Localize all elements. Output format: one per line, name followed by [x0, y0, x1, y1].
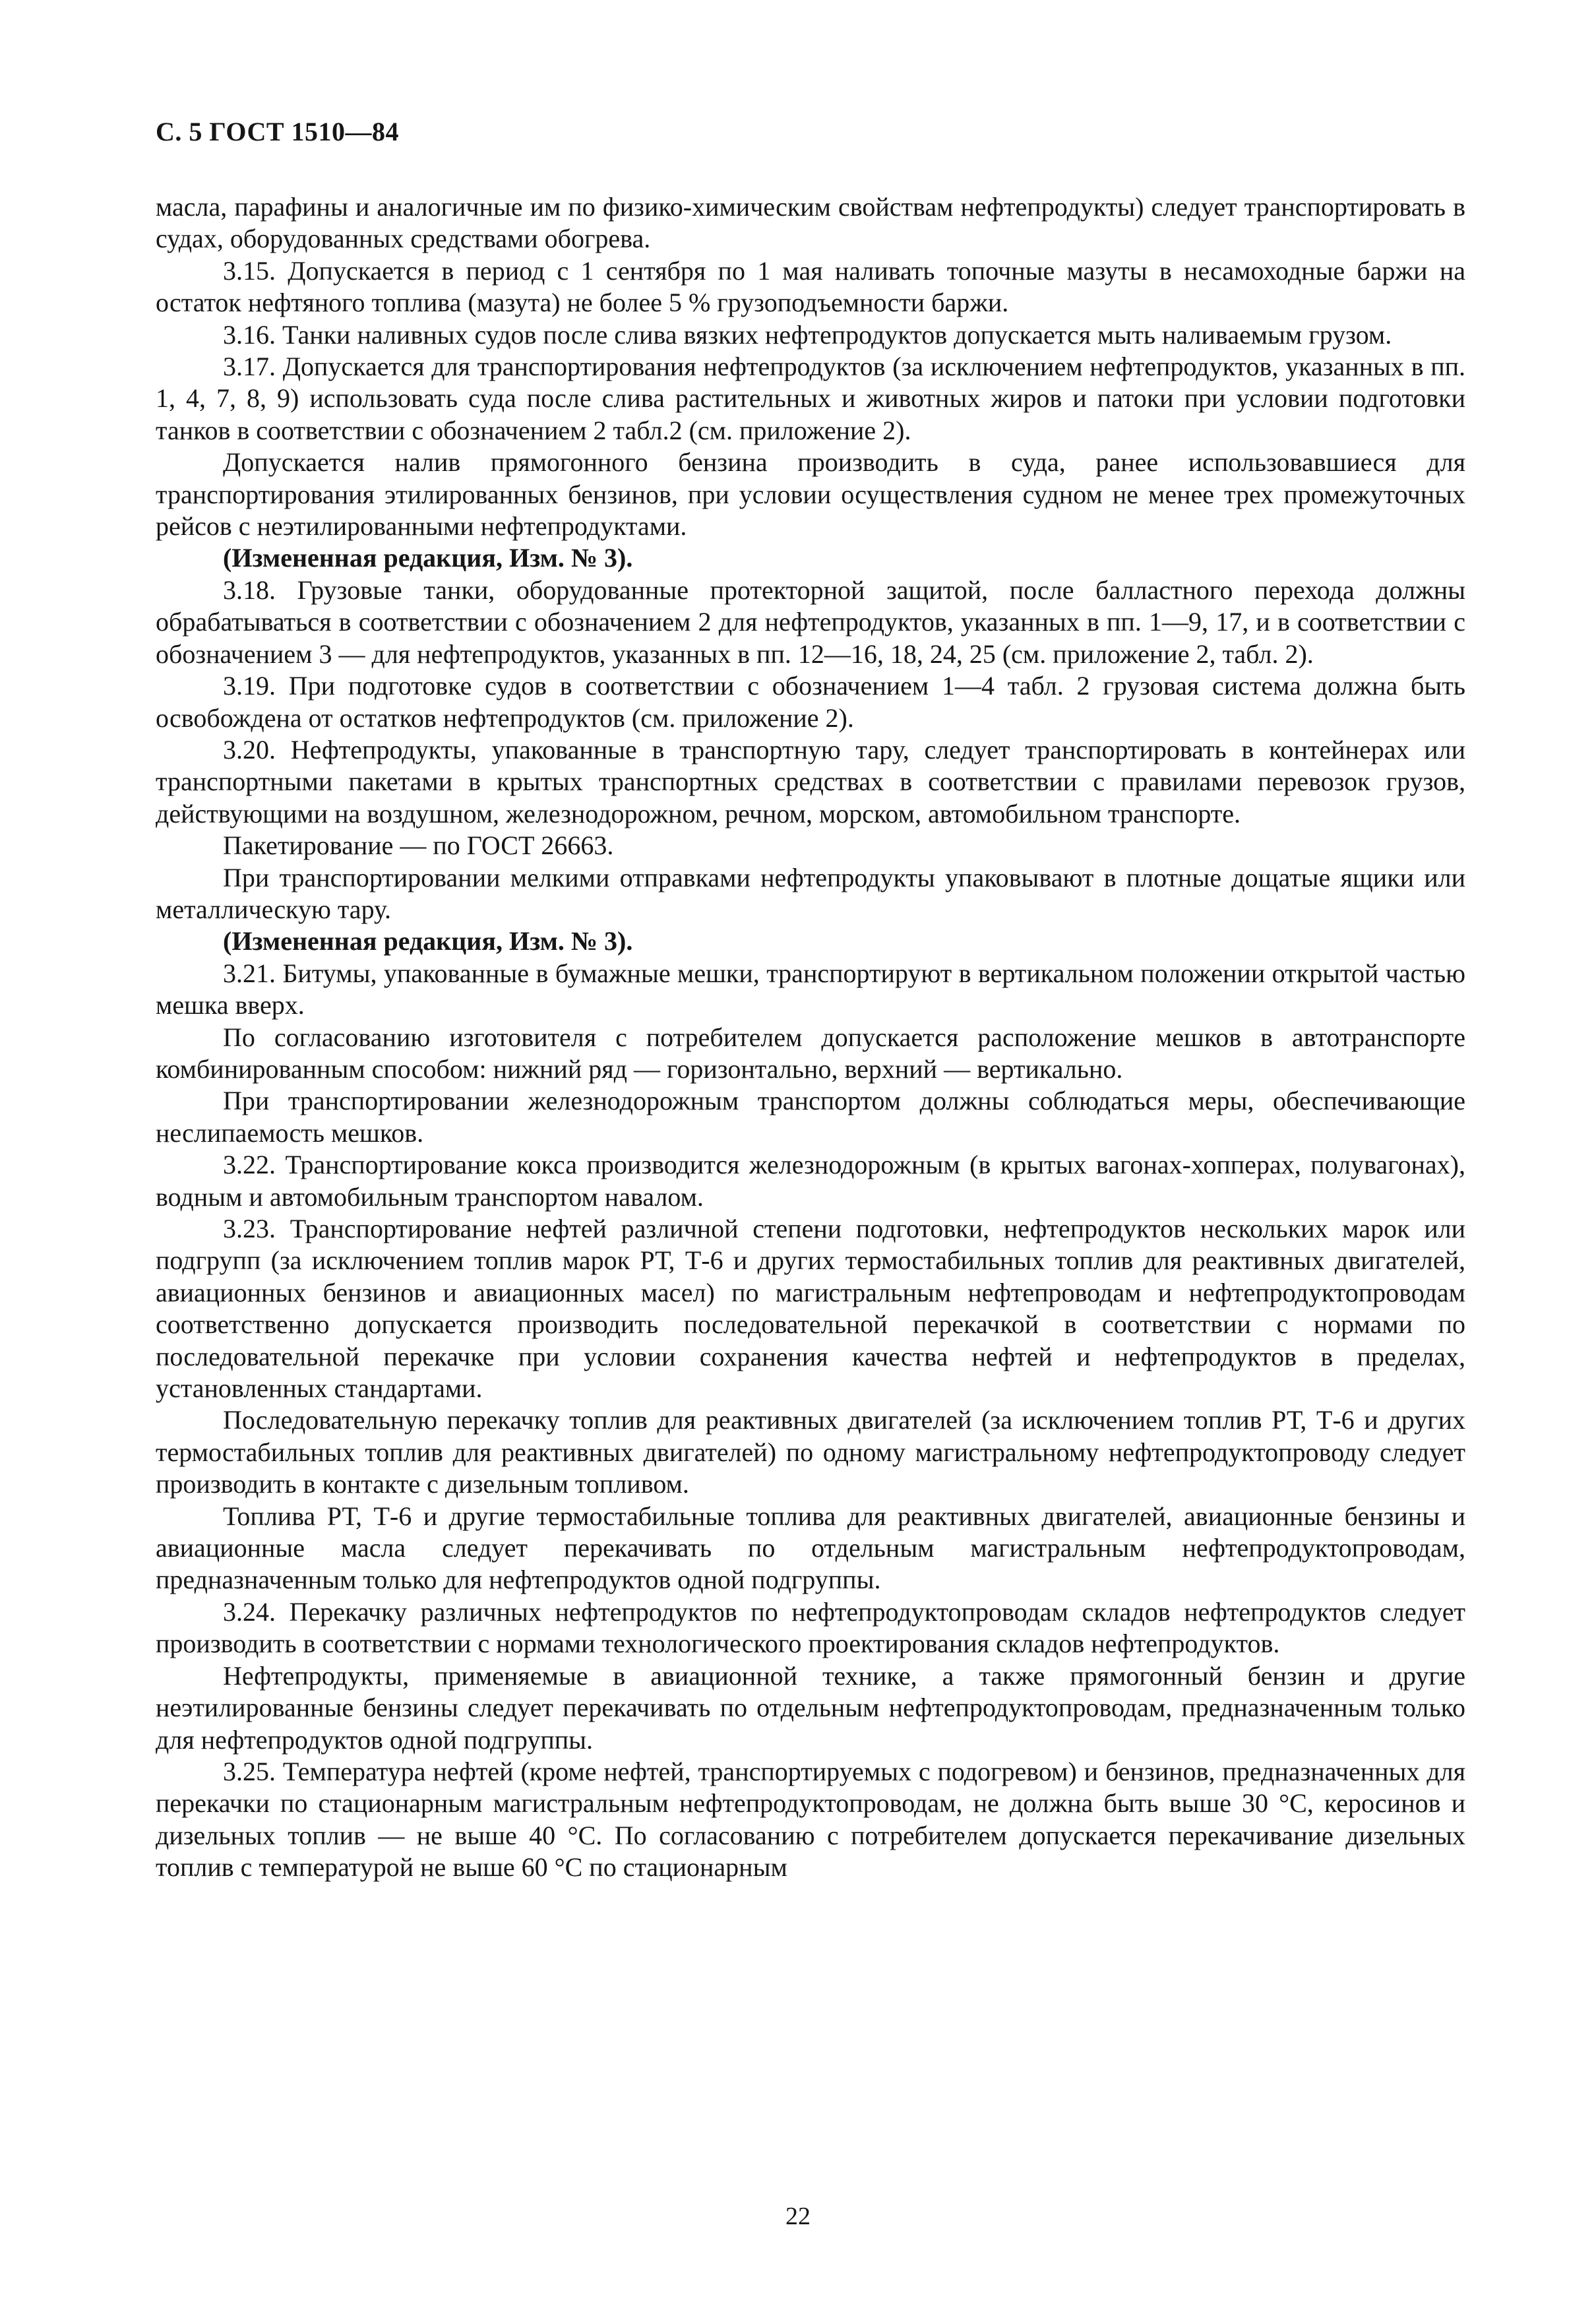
paragraph-3-25: 3.25. Температура нефтей (кроме нефтей, транспортируемых с подогревом) и бензинов, предназначенных для перекачки по стационарным магистральным нефтепродуктопроводам, не должна быть выше 30 °С, керосинов и дизельных топлив — не выше 40 °С. По согласованию с потребителем допускается перекачивание дизельных топлив с температурой не выше 60 °С по стационарным	[156, 1756, 1465, 1883]
page-number: 22	[785, 2203, 811, 2230]
paragraph-3-23: 3.23. Транспортирование нефтей различной степени подготовки, нефтепродуктов нескольких марок или подгрупп (за исключением топлив марок РТ, Т-6 и других термостабильных топлив для реактивных двигателей, авиационных бензинов и авиационных масел) по магистральным нефтепроводам и нефтепродуктопроводам соответственно допускается производить последовательной перекачкой в соответствии с нормами по последовательной перекачке при условии сохранения качества нефтей и нефтепродуктов в пределах, установленных стандартами.	[156, 1214, 1465, 1404]
paragraph-3-21: 3.21. Битумы, упакованные в бумажные мешки, транспортируют в вертикальном положении открытой частью мешка вверх.	[156, 958, 1465, 1020]
paragraph-3-15: 3.15. Допускается в период с 1 сентября по 1 мая наливать топочные мазуты в несамоходные баржи на остаток нефтяного топлива (мазута) не более 5 % грузоподъемности баржи.	[156, 255, 1465, 318]
amendment-note: (Измененная редакция, Изм. № 3).	[223, 926, 633, 956]
amendment-note: (Измененная редакция, Изм. № 3).	[223, 543, 633, 573]
paragraph: По согласованию изготовителя с потребителем допускается расположение мешков в автотранспорте комбинированным способом: нижний ряд — горизонтально, верхний — вертикально.	[156, 1022, 1465, 1084]
page-header: С. 5 ГОСТ 1510—84	[156, 117, 400, 146]
paragraph: Пакетирование — по ГОСТ 26663.	[223, 830, 614, 861]
paragraph: Последовательную перекачку топлив для реактивных двигателей (за исключением топлив РТ, Т-6 и других термостабильных топлив для реактивных двигателей) по одному магистральному нефтепродуктопроводу следует производить в контакте с дизельным топливом.	[156, 1405, 1465, 1499]
paragraph-3-24: 3.24. Перекачку различных нефтепродуктов по нефтепродуктопроводам складов нефтепродуктов следует производить в соответствии с нормами технологического проектирования складов нефтепродуктов.	[156, 1596, 1465, 1659]
paragraph: При транспортировании мелкими отправками нефтепродукты упаковывают в плотные дощатые ящики или металлическую тару.	[156, 862, 1465, 924]
paragraph-3-19: 3.19. При подготовке судов в соответствии с обозначением 1—4 табл. 2 грузовая система должна быть освобождена от остатков нефтепродуктов (см. приложение 2).	[156, 671, 1465, 733]
paragraph-3-17: 3.17. Допускается для транспортирования нефтепродуктов (за исключением нефтепродуктов, указанных в пп. 1, 4, 7, 8, 9) использовать суда после слива растительных и животных жиров и патоки при условии подготовки танков в соответствии с обозначением 2 табл.2 (см. приложение 2).	[156, 352, 1465, 445]
body-text	[156, 191, 1465, 1884]
paragraph: Нефтепродукты, применяемые в авиационной технике, а также прямогонный бензин и другие неэтилированные бензины следует перекачивать по отдельным нефтепродуктопроводам, предназначенным только для нефтепродуктов одной подгруппы.	[156, 1660, 1465, 1755]
paragraph-3-18: 3.18. Грузовые танки, оборудованные протекторной защитой, после балластного перехода должны обрабатываться в соответствии с обозначением 2 для нефтепродуктов, указанных в пп. 1—9, 17, и в соответствии с обозначением 3 — для нефтепродуктов, указанных в пп. 12—16, 18, 24, 25 (см. приложение 2, табл. 2).	[156, 575, 1465, 669]
paragraph-3-20: 3.20. Нефтепродукты, упакованные в транспортную тару, следует транспортировать в контейнерах или транспортными пакетами в крытых транспортных средствах в соответствии с правилами перевозок грузов, действующими на воздушном, железнодорожном, речном, морском, автомобильном транспорте.	[156, 734, 1465, 829]
paragraph: Топлива РТ, Т-6 и другие термостабильные топлива для реактивных двигателей, авиационные бензины и авиационные масла следует перекачивать по отдельным магистральным нефтепродуктопроводам, предназначенным только для нефтепродуктов одной подгруппы.	[156, 1501, 1465, 1595]
paragraph-3-16: 3.16. Танки наливных судов после слива вязких нефтепродуктов допускается мыть наливаемым грузом.	[223, 319, 1392, 350]
paragraph-3-22: 3.22. Транспортирование кокса производится железнодорожным (в крытых вагонах-хопперах, полувагонах), водным и автомобильным транспортом навалом.	[156, 1150, 1465, 1212]
paragraph: масла, парафины и аналогичные им по физико-химическим свойствам нефтепродукты) следует транспортировать в судах, оборудованных средствами обогрева.	[156, 192, 1465, 254]
paragraph: Допускается налив прямогонного бензина производить в суда, ранее использовавшиеся для транспортирования этилированных бензинов, при условии осуществления судном не менее трех промежуточных рейсов с неэтилированными нефтепродуктами.	[156, 447, 1465, 542]
paragraph: При транспортировании железнодорожным транспортом должны соблюдаться меры, обеспечивающие неслипаемость мешков.	[156, 1086, 1465, 1148]
